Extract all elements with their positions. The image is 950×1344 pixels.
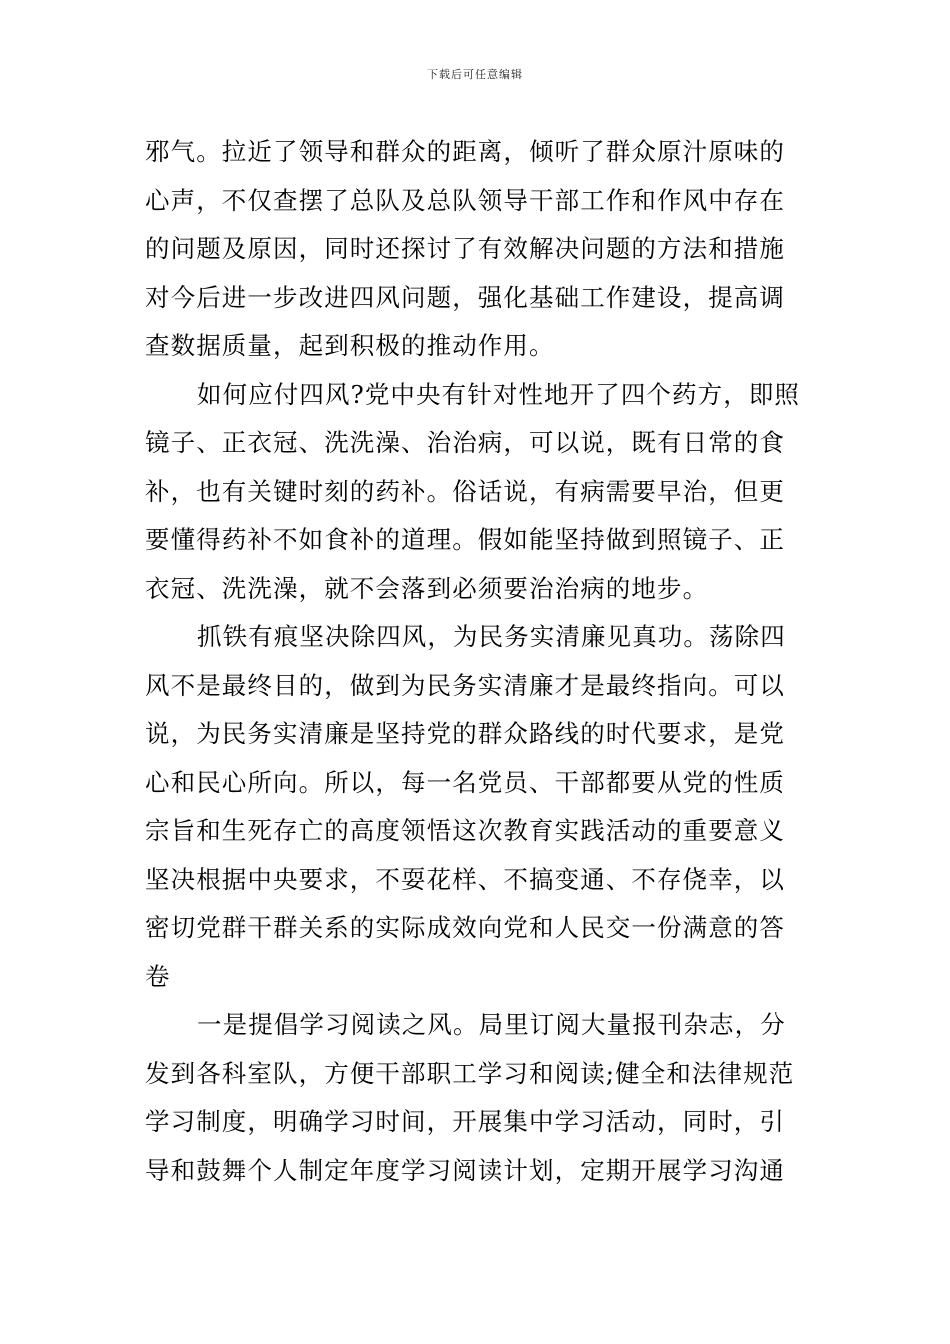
paragraph-4: [145, 1001, 810, 1195]
text-line: 如何应付四风?党中央有针对性地开了四个药方，即照: [197, 379, 801, 409]
text-line: 镜子、正衣冠、洗洗澡、治治病，可以说，既有日常的食: [145, 428, 785, 457]
text-line: 的问题及原因，同时还探讨了有效解决问题的方法和措施: [145, 234, 785, 263]
text-line: 抓铁有痕坚决除四风，为民务实清廉见真功。荡除四: [197, 622, 786, 651]
paragraph-2: [145, 371, 810, 614]
paragraph-1: [145, 128, 810, 371]
document-body: [145, 128, 810, 1195]
text-line: 心声，不仅查摆了总队及总队领导干部工作和作风中存在: [145, 185, 785, 215]
text-line: 衣冠、洗洗澡，就不会落到必须要治治病的地步。: [145, 573, 709, 603]
text-line: 密切党群干群关系的实际成效向党和人民交一份满意的答: [145, 913, 785, 942]
text-line: 宗旨和生死存亡的高度领悟这次教育实践活动的重要意义: [145, 816, 785, 845]
text-line: 学习制度，明确学习时间，开展集中学习活动，同时，引: [145, 1107, 785, 1136]
text-line: 邪气。拉近了领导和群众的距离，倾听了群众原汁原味的: [145, 137, 785, 166]
text-line: 对今后进一步改进四风问题，强化基础工作建设，提高调: [145, 282, 785, 312]
text-line: 坚决根据中央要求，不耍花样、不搞变通、不存侥幸，以: [145, 864, 785, 894]
page-header-note: 下载后可任意编辑: [427, 68, 523, 81]
text-line: 查数据质量，起到积极的推动作用。: [145, 331, 555, 360]
text-line: 风不是最终目的，做到为民务实清廉才是最终指向。可以: [145, 670, 785, 700]
text-line: 要懂得药补不如食补的道理。假如能坚持做到照镜子、正: [145, 525, 785, 554]
text-line: 卷: [145, 961, 171, 991]
text-line: 一是提倡学习阅读之风。局里订阅大量报刊杂志，分: [197, 1010, 786, 1039]
text-line: 心和民心所向。所以，每一名党员、干部都要从党的性质: [145, 767, 785, 797]
text-line: 说，为民务实清廉是坚持党的群众路线的时代要求，是党: [145, 719, 785, 748]
text-line: 导和鼓舞个人制定年度学习阅读计划，定期开展学习沟通: [145, 1155, 785, 1185]
paragraph-3: [145, 613, 810, 1001]
text-line: 发到各科室队，方便干部职工学习和阅读;健全和法律规范: [145, 1058, 795, 1088]
text-line: 补，也有关键时刻的药补。俗话说，有病需要早治，但更: [145, 476, 785, 506]
